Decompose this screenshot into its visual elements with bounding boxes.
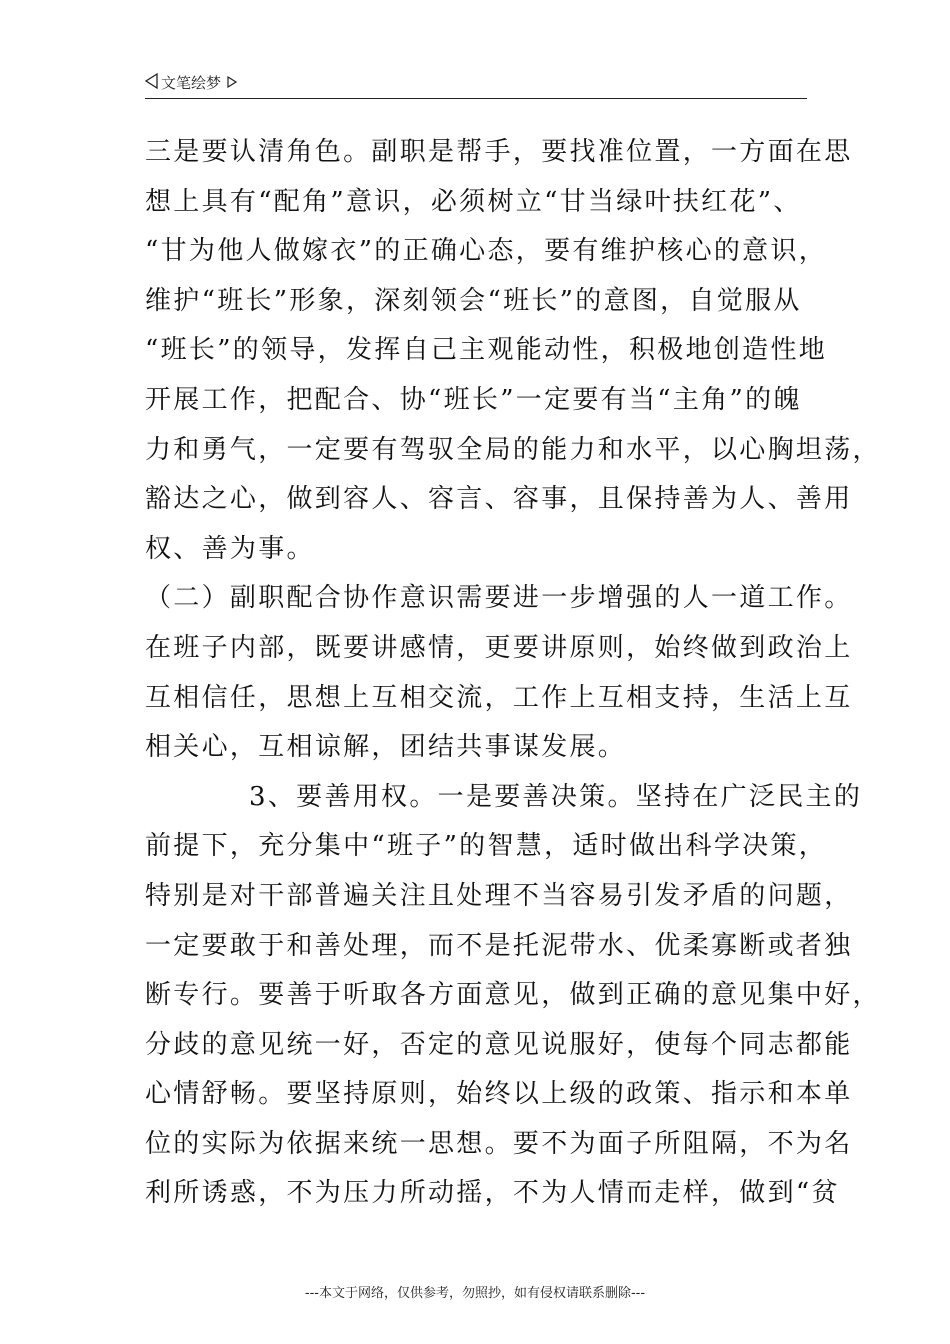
paragraph-3-line: 断专行。要善于听取各方面意见，做到正确的意见集中好， bbox=[145, 980, 881, 1011]
paragraph-3-line: 分歧的意见统一好，否定的意见说服好，使每个同志都能 bbox=[145, 1029, 853, 1060]
paragraph-1-line: 权、善为事。 bbox=[145, 533, 315, 564]
paragraph-1-line: 开展工作，把配合、协“班长”一定要有当“主角”的魄 bbox=[145, 384, 802, 415]
paragraph-3-line: 前提下，充分集中“班子”的智慧，适时做出科学决策， bbox=[145, 831, 828, 862]
paragraph-3-line: 一定要敢于和善处理，而不是托泥带水、优柔寡断或者独 bbox=[145, 930, 853, 961]
paragraph-1-line: 维护“班长”形象，深刻领会“班长”的意图，自觉服从 bbox=[145, 285, 802, 316]
page-header bbox=[145, 72, 807, 98]
paragraph-1-line: 想上具有“配角”意识，必须树立“甘当绿叶扶红花”、 bbox=[145, 186, 802, 217]
header-brand: 文笔绘梦 bbox=[161, 74, 222, 92]
paragraph-3-line: 位的实际为依据来统一思想。要不为面子所阻隔，不为名 bbox=[145, 1128, 853, 1159]
paragraph-3-line: 利所诱惑，不为压力所动摇，不为人情而走样，做到“贫 bbox=[145, 1178, 840, 1209]
paragraph-2-line: 互相信任，思想上互相交流，工作上互相支持，生活上互 bbox=[145, 682, 853, 713]
paragraph-1-line: 三是要认清角色。副职是帮手，要找准位置，一方面在思 bbox=[145, 137, 853, 167]
footer-disclaimer: ---本文于网络，仅供参考，勿照抄，如有侵权请联系删除--- bbox=[304, 1286, 646, 1301]
header-divider bbox=[145, 98, 807, 99]
document-body bbox=[145, 128, 881, 1219]
paragraph-3-line: 3、要善用权。一是要善决策。坚持在广泛民主的 bbox=[249, 781, 863, 812]
paragraph-1-line: 豁达之心，做到容人、容言、容事，且保持善为人、善用 bbox=[145, 484, 853, 515]
paragraph-3-line: 特别是对干部普遍关注且处理不当容易引发矛盾的问题， bbox=[145, 880, 853, 911]
paragraph-2-line: 相关心，互相谅解，团结共事谋发展。 bbox=[145, 732, 627, 763]
triangle-left-outline-icon bbox=[145, 73, 158, 93]
paragraph-2-line: 在班子内部，既要讲感情，更要讲原则，始终做到政治上 bbox=[145, 632, 853, 663]
paragraph-2-line: （二）副职配合协作意识需要进一步增强的人一道工作。 bbox=[145, 583, 853, 614]
triangle-right-outline-icon bbox=[227, 74, 237, 92]
paragraph-1-line: “班长”的领导，发挥自己主观能动性，积极地创造性地 bbox=[145, 335, 828, 366]
paragraph-1-line: “甘为他人做嫁衣”的正确心态，要有维护核心的意识， bbox=[145, 236, 828, 267]
paragraph-1-line: 力和勇气，一定要有驾驭全局的能力和水平，以心胸坦荡， bbox=[145, 434, 881, 465]
paragraph-3-line: 心情舒畅。要坚持原则，始终以上级的政策、指示和本单 bbox=[145, 1079, 853, 1110]
